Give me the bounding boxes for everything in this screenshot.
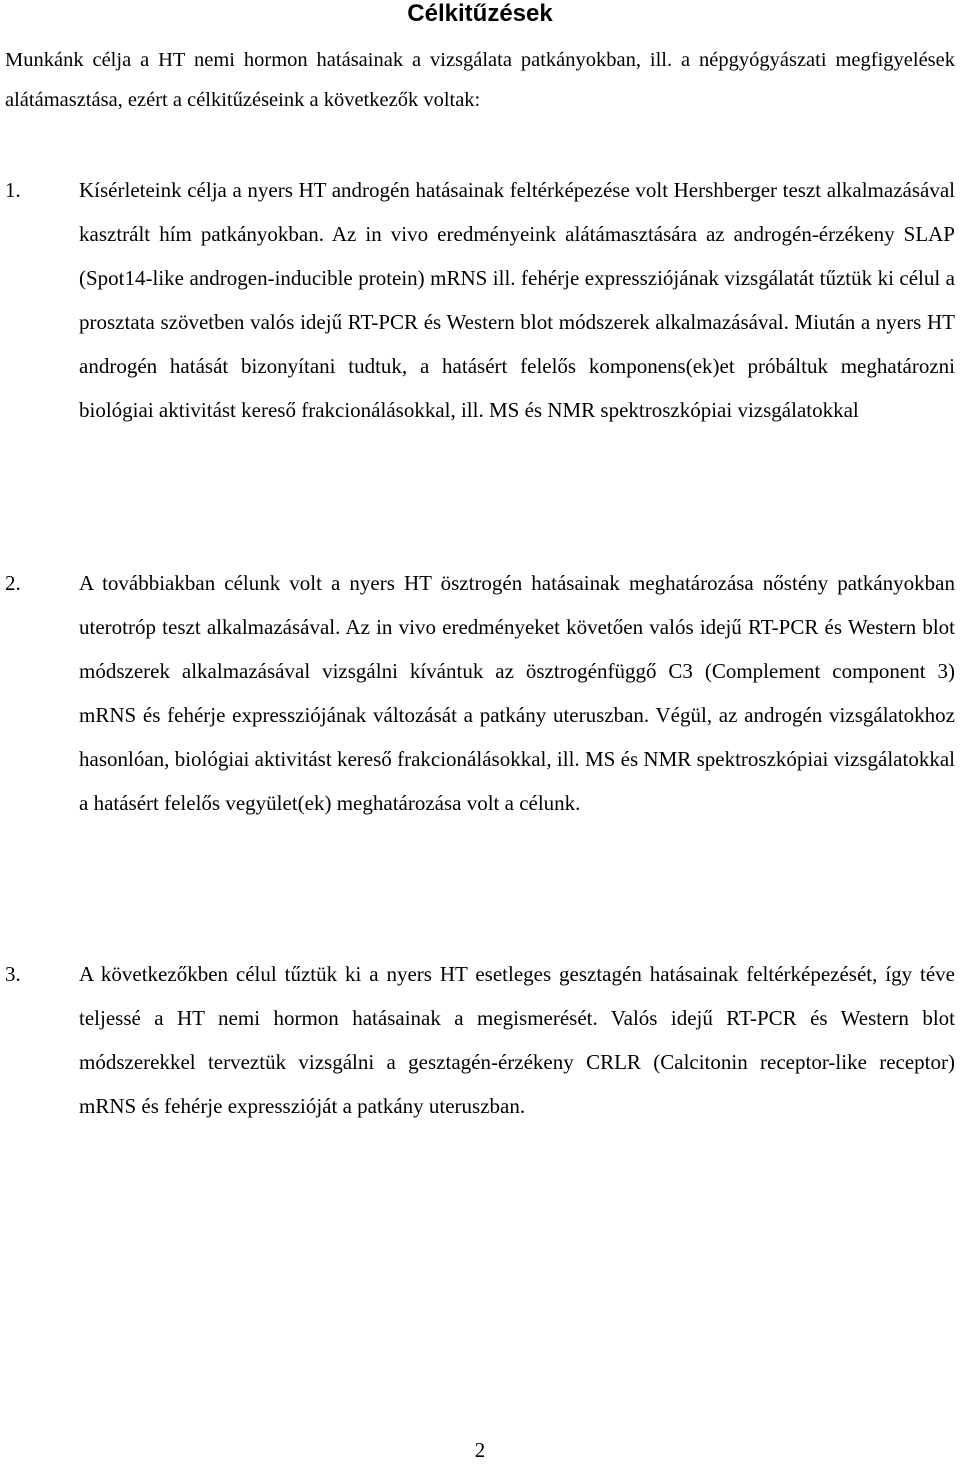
page-number: 2 — [474, 1438, 486, 1462]
intro-paragraph: Munkánk célja a HT nemi hormon hatásainak a vizsgálata patkányokban, ill. a népgyógyászati megfigyelések alátámasztása, ezért a célkitűzéseink a következők voltak: — [5, 49, 955, 111]
objective-text-1: Kísérleteink célja a nyers HT androgén hatásainak feltérképezése volt Hershberger teszt alkalmazásával kasztrált hím patkányokban. Az in vivo eredményeink alátámasztására az androgén-érzékeny SLAP (Spot14-like androgen-inducible protein) mRNS ill. fehérje expressziójának vizsgálatát tűztük ki célul a prosztata szövetben valós idejű RT-PCR és Western blot módszerek alkalmazásával. Miután a nyers HT androgén hatását bizonyítani tudtuk, a hatásért felelős komponens(ek)et próbáltuk meghatározni biológiai aktivitást kereső frakcionálásokkal, ill. MS és NMR spektroszkópiai vizsgálatokkal — [79, 178, 955, 422]
objective-number-1: 1. — [5, 178, 21, 202]
page-title: Célkitűzések — [407, 0, 553, 27]
objective-number-2: 2. — [5, 571, 21, 595]
objective-text-3: A következőkben célul tűztük ki a nyers HT esetleges gesztagén hatásainak feltérképezését, így téve teljessé a HT nemi hormon hatásainak a megismerését. Valós idejű RT-PCR és Western blot módszerekkel terveztük vizsgálni a gesztagén-érzékeny CRLR (Calcitonin receptor-like receptor) mRNS és fehérje expresszióját a patkány uteruszban. — [79, 962, 955, 1118]
objective-number-3: 3. — [5, 962, 21, 986]
objective-text-2: A továbbiakban célunk volt a nyers HT ösztrogén hatásainak meghatározása nőstény patkányokban uterotróp teszt alkalmazásával. Az in vivo eredményeket követően valós idejű RT-PCR és Western blot módszerek alkalmazásával vizsgálni kívántuk az ösztrogénfüggő C3 (Complement component 3) mRNS és fehérje expressziójának változását a patkány uteruszban. Végül, az androgén vizsgálatokhoz hasonlóan, biológiai aktivitást kereső frakcionálásokkal, ill. MS és NMR spektroszkópiai vizsgálatokkal a hatásért felelős vegyület(ek) meghatározása volt a célunk. — [79, 571, 955, 815]
